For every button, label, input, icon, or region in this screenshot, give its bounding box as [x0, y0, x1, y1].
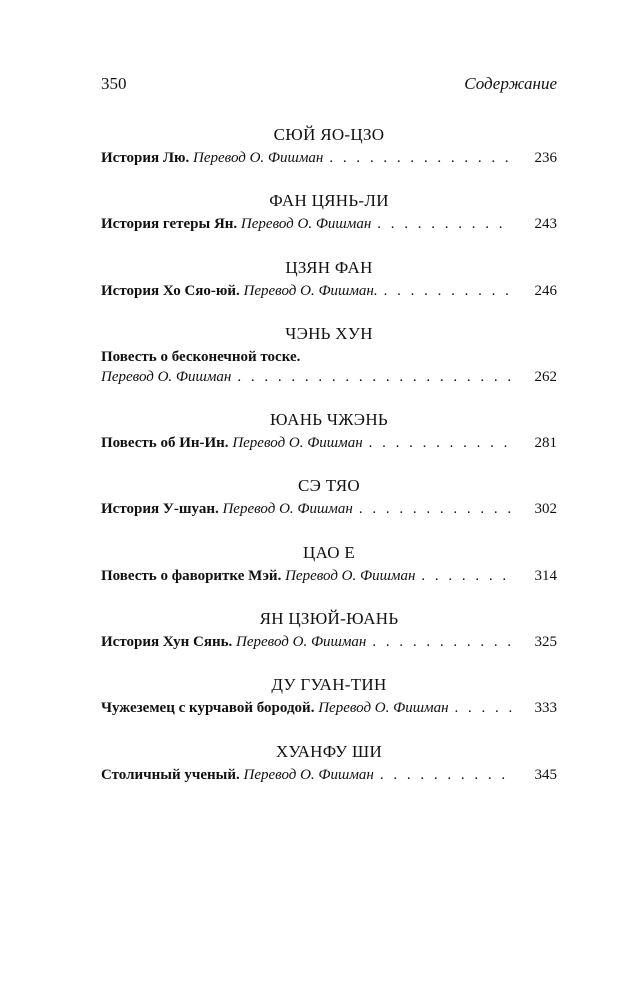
entry-line	[101, 214, 557, 234]
entry-line	[101, 698, 557, 718]
dot-leader	[384, 281, 513, 301]
toc-entry[interactable]	[101, 698, 557, 718]
entry-credit: Перевод О. Фишман	[236, 634, 367, 651]
table-of-contents	[101, 124, 557, 807]
entry-title: История гетеры Ян.	[101, 216, 238, 233]
entry-credit: Перевод О. Фишман	[240, 216, 372, 233]
entry-credit: Перевод О. Фишман	[285, 567, 416, 584]
dot-leader	[421, 566, 513, 586]
author-heading: ФАН ЦЯНЬ-ЛИ	[269, 191, 389, 211]
toc-entry[interactable]	[101, 281, 557, 301]
entry-credit: Перевод О. Фишман	[232, 435, 363, 452]
entry-title: История Лю.	[101, 150, 190, 166]
author-heading: ХУАНФУ ШИ	[275, 741, 383, 761]
entry-title: Повесть о фаворитке Мэй.	[101, 567, 282, 584]
page-number: 350	[101, 74, 127, 93]
entry-page-number: 325	[534, 634, 557, 651]
entry-page-number: 262	[534, 368, 557, 385]
entry-credit: Перевод О. Фишман	[318, 700, 449, 717]
entry-line	[101, 566, 557, 586]
running-head: Содержание	[464, 74, 557, 93]
entry-credit: Перевод О. Фишман.	[243, 282, 378, 299]
entry-title: История У-шуан.	[101, 501, 219, 518]
entry-line	[101, 765, 557, 785]
toc-section	[101, 257, 557, 301]
dot-leader	[329, 148, 513, 168]
toc-entry[interactable]	[101, 148, 557, 168]
entry-page-number: 281	[534, 435, 557, 452]
entry-credit: Перевод О. Фишман	[193, 150, 324, 166]
toc-entry[interactable]	[101, 632, 557, 652]
entry-page-number: 333	[534, 700, 557, 717]
toc-entry[interactable]	[101, 347, 557, 387]
dot-leader	[359, 499, 513, 519]
toc-section	[101, 124, 557, 168]
entry-page-number: 243	[534, 216, 557, 233]
toc-section	[101, 741, 557, 785]
toc-section	[101, 608, 557, 652]
entry-line	[101, 367, 557, 387]
dot-leader	[377, 214, 513, 234]
author-heading: ДУ ГУАН-ТИН	[271, 675, 387, 695]
entry-credit: Перевод О. Фишман	[222, 501, 353, 518]
toc-entry[interactable]	[101, 765, 557, 785]
toc-section	[101, 409, 557, 453]
entry-credit: Перевод О. Фишман	[101, 368, 232, 385]
author-heading: ЦАО Е	[302, 542, 356, 562]
entry-title: История Хо Сяо-юй.	[101, 282, 240, 299]
toc-entry[interactable]	[101, 214, 557, 234]
entry-credit: Перевод О. Фишман	[243, 766, 374, 783]
dot-leader	[369, 433, 513, 453]
toc-entry[interactable]	[101, 499, 557, 519]
author-heading: СЭ ТЯО	[298, 476, 360, 496]
entry-page-number: 345	[534, 766, 557, 783]
entry-page-number: 314	[534, 567, 557, 584]
toc-entry[interactable]	[101, 433, 557, 453]
dot-leader	[372, 632, 513, 652]
dot-leader	[237, 367, 513, 387]
entry-title: Повесть об Ин-Ин.	[101, 435, 229, 452]
entry-page-number: 246	[534, 282, 557, 299]
dot-leader	[380, 765, 513, 785]
author-heading: ЯН ЦЗЮЙ-ЮАНЬ	[259, 609, 399, 629]
toc-section	[101, 190, 557, 234]
entry-title: Чужеземец с курчавой бородой.	[101, 700, 315, 717]
author-heading: СЮЙ ЯО-ЦЗО	[273, 125, 385, 144]
entry-title: Столичный ученый.	[101, 766, 240, 783]
entry-page-number: 302	[534, 501, 557, 518]
entry-line	[101, 281, 557, 301]
entry-line	[101, 632, 557, 652]
author-heading: ЮАНЬ ЧЖЭНЬ	[270, 410, 388, 430]
entry-line	[101, 499, 557, 519]
toc-section	[101, 475, 557, 519]
entry-line	[101, 148, 557, 168]
entry-title: Повесть о бесконечной тоске.	[101, 348, 301, 365]
entry-line	[101, 433, 557, 453]
page-header	[101, 74, 557, 98]
dot-leader	[455, 698, 513, 718]
toc-section	[101, 674, 557, 718]
toc-section	[101, 542, 557, 586]
toc-section	[101, 323, 557, 387]
entry-page-number: 236	[534, 150, 557, 166]
toc-entry[interactable]	[101, 566, 557, 586]
entry-title: История Хун Сянь.	[101, 634, 233, 651]
author-heading: ЧЭНЬ ХУН	[285, 323, 373, 343]
author-heading: ЦЗЯН ФАН	[285, 257, 373, 277]
